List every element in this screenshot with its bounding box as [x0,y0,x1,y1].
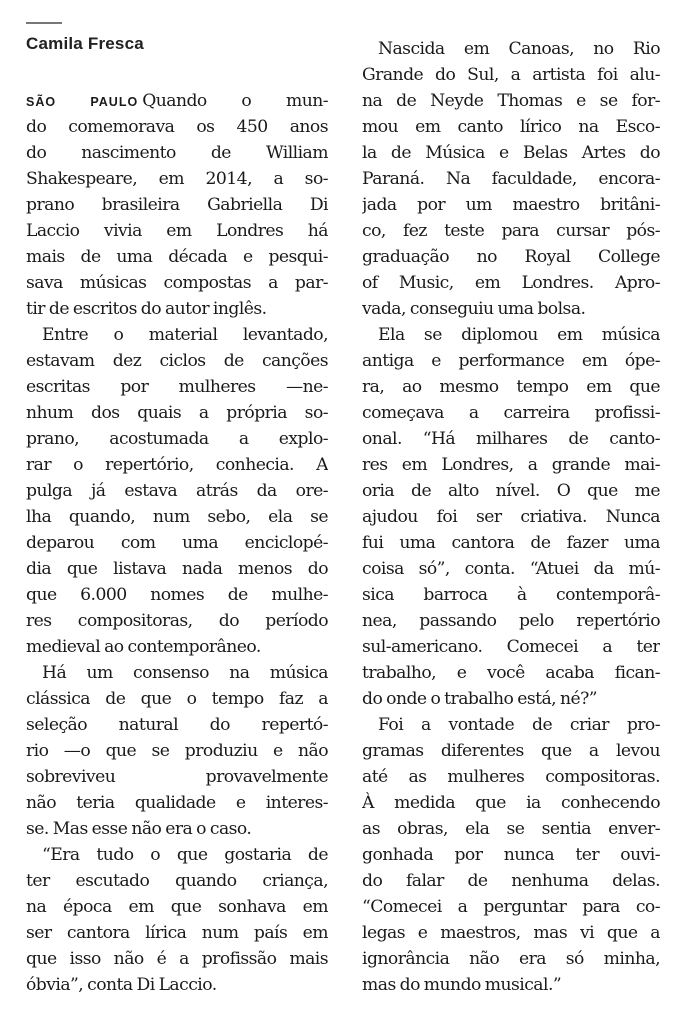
text-line [26,166,328,192]
text-line [362,270,660,296]
text-line [362,36,660,62]
line-text: mas do mundo musical.” [362,975,562,995]
right-column-text [362,36,660,998]
line-text: lha quando, num sebo, ela se [26,507,328,527]
text-line [362,452,660,478]
line-text: coisa só”, conta. “Atuei da mú- [362,559,660,579]
line-text: Grande do Sul, a artista foi alu- [362,65,660,85]
text-line [362,478,660,504]
line-text: res em Londres, a grande mai- [362,455,660,475]
line-text: na época em que sonhava em [26,897,328,917]
text-line [362,660,660,686]
line-text: oria de alto nível. O que me [362,481,660,501]
line-text: ser cantora lírica num país em [26,923,328,943]
line-text: que isso não é a profissão mais [26,949,328,969]
text-line [362,686,660,712]
text-line [362,348,660,374]
left-column-text [26,88,328,998]
line-text: deparou com uma enciclopé- [26,533,328,553]
text-line [362,946,660,972]
line-text: legas e maestros, mas vi que a [362,923,660,943]
text-line [362,504,660,530]
text-line [362,374,660,400]
line-text: não teria qualidade e interes- [26,793,328,813]
line-text: prano brasileira Gabriella Di [26,195,328,215]
text-line [26,348,328,374]
text-line [26,842,328,868]
byline-rule [26,22,62,24]
line-text: as obras, ela se sentia enver- [362,819,660,839]
text-line [26,582,328,608]
text-line [26,400,328,426]
line-text: Nascida em Canoas, no Rio [378,39,660,59]
line-text: la de Música e Belas Artes do [362,143,660,163]
text-line [26,244,328,270]
text-line [26,530,328,556]
text-line [362,296,660,322]
text-line [26,452,328,478]
text-line [362,114,660,140]
text-line [362,192,660,218]
line-text: rio —o que se produziu e não [26,741,328,761]
line-text: Ela se diplomou em música [378,325,660,345]
line-text: começava a carreira profissi- [362,403,660,423]
line-text: escritas por mulheres —ne- [26,377,328,397]
line-text: se. Mas esse não era o caso. [26,819,252,839]
text-line [362,868,660,894]
line-text: estavam dez ciclos de canções [26,351,328,371]
line-text: Quando o mun- [142,91,328,111]
text-line [26,608,328,634]
text-line [362,530,660,556]
text-line [362,920,660,946]
line-text: Entre o material levantado, [42,325,328,345]
line-text: do comemorava os 450 anos [26,117,328,137]
text-line [362,608,660,634]
line-text: ignorância não era só minha, [362,949,660,969]
text-line [26,296,328,322]
line-text: ajudou foi ser criativa. Nunca [362,507,660,527]
line-text: do falar de nenhuma delas. [362,871,660,891]
text-line [26,946,328,972]
line-text: fui uma cantora de fazer uma [362,533,660,553]
line-text: sobreviveu provavelmente [26,767,328,787]
text-line [26,504,328,530]
text-line [26,88,328,114]
line-text: Shakespeare, em 2014, a so- [26,169,328,189]
line-text: do onde o trabalho está, né?” [362,689,598,709]
line-text: nea, passando pelo repertório [362,611,660,631]
text-line [26,140,328,166]
line-text: que 6.000 nomes de mulhe- [26,585,328,605]
text-line [26,114,328,140]
text-line [362,634,660,660]
line-text: prano, acostumada a explo- [26,429,328,449]
line-text: Foi a vontade de criar pro- [378,715,660,735]
text-line [26,634,328,660]
line-text: seleção natural do repertó- [26,715,328,735]
text-line [362,556,660,582]
text-line [26,218,328,244]
text-line [26,426,328,452]
line-text: jada por um maestro britâni- [362,195,660,215]
text-line [362,842,660,868]
line-text: sul-americano. Comecei a ter [362,637,660,657]
text-line [26,556,328,582]
text-line [26,374,328,400]
text-line [362,426,660,452]
text-line [26,478,328,504]
text-line [362,244,660,270]
text-line [26,972,328,998]
line-text: ra, ao mesmo tempo em que [362,377,660,397]
text-line [362,140,660,166]
line-text: co, fez teste para cursar pós- [362,221,660,241]
line-text: onal. “Há milhares de canto- [362,429,660,449]
text-line [362,166,660,192]
line-text: of Music, em Londres. Apro- [362,273,660,293]
text-line [362,894,660,920]
line-text: pulga já estava atrás da ore- [26,481,328,501]
text-line [26,868,328,894]
text-line [26,192,328,218]
line-text: até as mulheres compositoras. [362,767,660,787]
line-text: nhum dos quais a própria so- [26,403,328,423]
line-text: graduação no Royal College [362,247,660,267]
line-text: ter escutado quando criança, [26,871,328,891]
line-text: clássica de que o tempo faz a [26,689,328,709]
text-line [26,322,328,348]
text-line [26,790,328,816]
text-line [26,660,328,686]
text-line [362,400,660,426]
line-text: mou em canto lírico na Esco- [362,117,660,137]
line-text: gonhada por nunca ter ouvi- [362,845,660,865]
line-text: “Era tudo o que gostaria de [42,845,328,865]
line-text: tir de escritos do autor inglês. [26,299,267,319]
line-text: vada, conseguiu uma bolsa. [362,299,586,319]
text-line [362,88,660,114]
line-text: medieval ao contemporâneo. [26,637,261,657]
text-line [362,972,660,998]
line-text: óbvia”, conta Di Laccio. [26,975,217,995]
text-line [26,270,328,296]
line-text: Paraná. Na faculdade, encora- [362,169,660,189]
text-line [362,764,660,790]
line-text: “Comecei a perguntar para co- [362,897,660,917]
text-line [26,894,328,920]
line-text: na de Neyde Thomas e se for- [362,91,660,111]
text-line [26,920,328,946]
line-text: gramas diferentes que a levou [362,741,660,761]
text-line [26,712,328,738]
line-text: Há um consenso na música [42,663,328,683]
line-text: sava músicas compostas a par- [26,273,328,293]
line-text: do nascimento de William [26,143,328,163]
text-line [362,218,660,244]
text-line [362,322,660,348]
line-text: Laccio vivia em Londres há [26,221,328,241]
text-line [362,816,660,842]
author-byline: Camila Fresca [26,34,144,53]
text-line [362,790,660,816]
line-text: mais de uma década e pesqui- [26,247,328,267]
text-line [362,62,660,88]
line-text: rar o repertório, conhecia. A [26,455,328,475]
line-text: res compositoras, do período [26,611,328,631]
text-line [26,686,328,712]
text-line [362,582,660,608]
text-line [362,738,660,764]
line-text: sica barroca à contemporâ- [362,585,660,605]
text-line [26,816,328,842]
line-text: dia que listava nada menos do [26,559,328,579]
text-line [26,764,328,790]
line-text: trabalho, e você acaba fican- [362,663,660,683]
line-text: antiga e performance em ópe- [362,351,660,371]
line-text: À medida que ia conhecendo [362,793,660,813]
dateline: SÃO PAULO [26,95,139,109]
text-line [26,738,328,764]
text-line [362,712,660,738]
